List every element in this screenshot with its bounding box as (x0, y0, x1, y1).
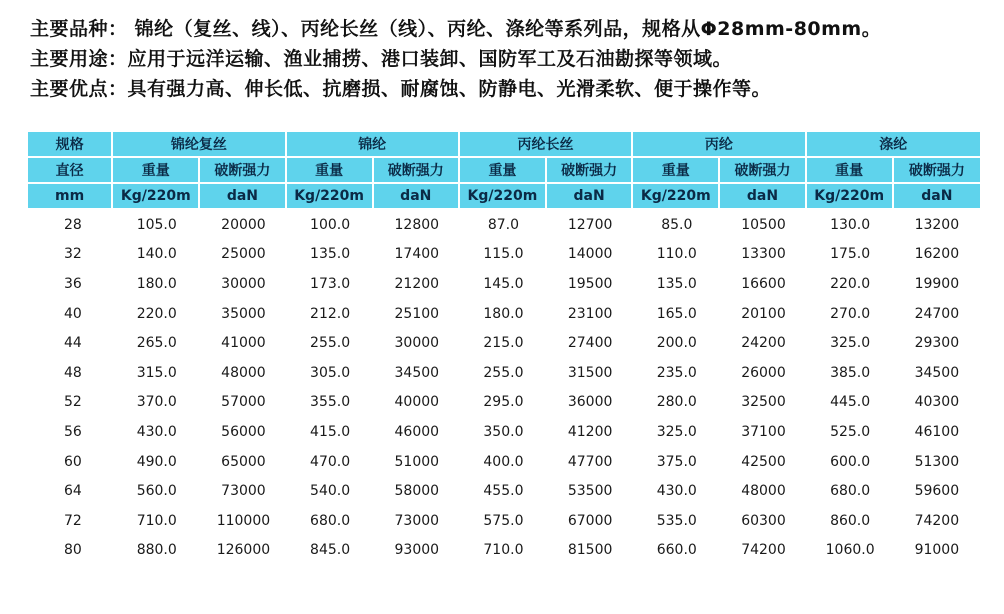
table-cell: 370.0 (136, 394, 177, 411)
table-row (28, 358, 980, 388)
table-cell: 212.0 (310, 305, 351, 322)
table-cell: 135.0 (310, 246, 351, 263)
table-cell: 53500 (567, 483, 613, 500)
table-cell: 560.0 (136, 483, 177, 500)
table-cell: 27400 (567, 335, 613, 352)
unit-cell: daN (374, 184, 460, 210)
table-cell: 220.0 (136, 305, 177, 322)
header-row-units (28, 184, 980, 210)
table-cell: 19500 (567, 275, 613, 292)
table-cell: 215.0 (483, 335, 524, 352)
table-cell: 385.0 (830, 364, 871, 381)
table-cell: 710.0 (483, 542, 524, 559)
table-cell: 29300 (914, 335, 960, 352)
table-row (28, 388, 980, 418)
diameter-cell: 48 (64, 364, 82, 381)
table-cell: 17400 (394, 246, 440, 263)
table-cell: 525.0 (830, 423, 871, 440)
table-cell: 73000 (221, 483, 266, 500)
table-cell: 535.0 (656, 512, 697, 529)
table-cell: 880.0 (136, 542, 177, 559)
table-cell: 42500 (741, 453, 786, 470)
header-group-pp-filament: 丙纶长丝 (460, 132, 633, 158)
header-cell: 破断强力 (200, 158, 286, 184)
main-varieties-text: 主要品种： 锦纶（复丝、线）、丙纶长丝（线）、丙纶、涤纶等系列品，规格从Φ28mm-80mm。 (30, 18, 882, 40)
table-cell: 140.0 (136, 246, 177, 263)
diameter-cell: 28 (64, 216, 82, 233)
table-cell: 12800 (394, 216, 440, 233)
table-cell: 235.0 (656, 364, 697, 381)
table-cell: 315.0 (136, 364, 177, 381)
table-cell: 87.0 (487, 216, 520, 233)
table-cell: 200.0 (656, 335, 697, 352)
diameter-cell: 80 (64, 542, 82, 559)
table-cell: 430.0 (656, 483, 697, 500)
table-cell: 126000 (216, 542, 271, 559)
table-cell: 660.0 (656, 542, 697, 559)
header-row-material (28, 132, 980, 158)
table-cell: 37100 (741, 423, 786, 440)
table-cell: 455.0 (483, 483, 524, 500)
diameter-cell: 72 (64, 512, 82, 529)
table-cell: 375.0 (656, 453, 697, 470)
table-cell: 36000 (567, 394, 613, 411)
table-cell: 19900 (914, 275, 960, 292)
table-cell: 540.0 (310, 483, 351, 500)
table-cell: 265.0 (136, 335, 177, 352)
unit-cell: Kg/220m (633, 184, 720, 210)
spec-table-body (28, 210, 980, 565)
table-cell: 325.0 (656, 423, 697, 440)
table-cell: 490.0 (136, 453, 177, 470)
table-cell: 24200 (741, 335, 786, 352)
header-cell: 破断强力 (894, 158, 980, 184)
table-cell: 51000 (394, 453, 440, 470)
table-cell: 85.0 (661, 216, 693, 233)
diameter-cell: 44 (64, 335, 82, 352)
table-cell: 57000 (221, 394, 266, 411)
table-cell: 845.0 (310, 542, 351, 559)
table-cell: 110000 (216, 512, 271, 529)
header-row-measure (28, 158, 980, 184)
table-cell: 25000 (221, 246, 266, 263)
unit-cell: Kg/220m (460, 184, 547, 210)
table-cell: 51300 (914, 453, 960, 470)
table-cell: 93000 (394, 542, 440, 559)
table-row (28, 447, 980, 477)
header-cell: 重量 (633, 158, 720, 184)
table-cell: 30000 (221, 275, 266, 292)
header-cell: 重量 (113, 158, 200, 184)
table-row (28, 417, 980, 447)
table-cell: 173.0 (310, 275, 351, 292)
table-row (28, 210, 980, 240)
diameter-cell: 32 (64, 246, 82, 263)
table-cell: 23100 (567, 305, 613, 322)
table-row (28, 328, 980, 358)
table-cell: 1060.0 (825, 542, 875, 559)
unit-cell: daN (547, 184, 633, 210)
table-cell: 350.0 (483, 423, 524, 440)
table-cell: 130.0 (830, 216, 871, 233)
unit-cell: Kg/220m (113, 184, 200, 210)
table-cell: 280.0 (656, 394, 697, 411)
unit-cell: daN (720, 184, 806, 210)
diameter-cell: 56 (64, 423, 82, 440)
table-cell: 115.0 (483, 246, 524, 263)
table-cell: 65000 (221, 453, 266, 470)
table-cell: 145.0 (483, 275, 524, 292)
unit-cell: daN (200, 184, 286, 210)
table-cell: 270.0 (830, 305, 871, 322)
header-cell: 破断强力 (547, 158, 633, 184)
table-cell: 16200 (914, 246, 960, 263)
table-cell: 12700 (567, 216, 613, 233)
table-cell: 13200 (914, 216, 960, 233)
header-cell: 直径 (28, 158, 113, 184)
table-cell: 325.0 (830, 335, 871, 352)
main-advantages-text: 主要优点：具有强力高、伸长低、抗磨损、耐腐蚀、防静电、光滑柔软、便于操作等。 (30, 78, 772, 100)
table-cell: 430.0 (136, 423, 177, 440)
table-cell: 110.0 (656, 246, 697, 263)
main-uses-text: 主要用途：应用于远洋运输、渔业捕捞、港口装卸、国防军工及石油勘探等领域。 (30, 48, 733, 70)
table-cell: 220.0 (830, 275, 871, 292)
table-cell: 35000 (221, 305, 266, 322)
table-cell: 175.0 (830, 246, 871, 263)
table-cell: 59600 (914, 483, 960, 500)
table-cell: 575.0 (483, 512, 524, 529)
table-cell: 165.0 (656, 305, 697, 322)
table-cell: 255.0 (310, 335, 351, 352)
table-cell: 255.0 (483, 364, 524, 381)
header-cell: 破断强力 (374, 158, 460, 184)
table-cell: 56000 (221, 423, 266, 440)
table-cell: 295.0 (483, 394, 524, 411)
table-row (28, 299, 980, 329)
table-cell: 680.0 (310, 512, 351, 529)
unit-cell: daN (894, 184, 980, 210)
table-cell: 20100 (741, 305, 786, 322)
table-cell: 100.0 (310, 216, 351, 233)
table-cell: 24700 (914, 305, 960, 322)
table-cell: 710.0 (136, 512, 177, 529)
table-cell: 74200 (914, 512, 960, 529)
table-cell: 40300 (914, 394, 960, 411)
table-cell: 31500 (567, 364, 613, 381)
table-cell: 400.0 (483, 453, 524, 470)
table-cell: 470.0 (310, 453, 351, 470)
header-cell: 重量 (287, 158, 374, 184)
table-cell: 48000 (741, 483, 786, 500)
table-row (28, 506, 980, 536)
table-cell: 91000 (914, 542, 960, 559)
table-cell: 25100 (394, 305, 440, 322)
table-cell: 34500 (394, 364, 440, 381)
table-cell: 355.0 (310, 394, 351, 411)
table-cell: 46000 (394, 423, 440, 440)
table-cell: 73000 (394, 512, 440, 529)
header-group-pp: 丙纶 (633, 132, 806, 158)
table-cell: 135.0 (656, 275, 697, 292)
diameter-cell: 36 (64, 275, 82, 292)
rope-spec-table (28, 132, 980, 565)
diameter-cell: 60 (64, 453, 82, 470)
table-cell: 41000 (221, 335, 266, 352)
table-cell: 415.0 (310, 423, 351, 440)
table-cell: 105.0 (136, 216, 177, 233)
diameter-cell: 40 (64, 305, 82, 322)
table-cell: 600.0 (830, 453, 871, 470)
header-cell: 重量 (807, 158, 894, 184)
header-cell: 重量 (460, 158, 547, 184)
table-cell: 48000 (221, 364, 266, 381)
table-cell: 40000 (394, 394, 440, 411)
table-cell: 10500 (741, 216, 786, 233)
table-cell: 47700 (567, 453, 613, 470)
table-cell: 58000 (394, 483, 440, 500)
unit-cell: mm (28, 184, 113, 210)
table-row (28, 269, 980, 299)
table-row (28, 240, 980, 270)
diameter-cell: 52 (64, 394, 82, 411)
table-cell: 860.0 (830, 512, 871, 529)
unit-cell: Kg/220m (807, 184, 894, 210)
table-cell: 41200 (567, 423, 613, 440)
header-group-nylon-multifilament: 锦纶复丝 (113, 132, 286, 158)
unit-cell: Kg/220m (287, 184, 374, 210)
table-cell: 445.0 (830, 394, 871, 411)
table-row (28, 536, 980, 566)
table-cell: 60300 (741, 512, 786, 529)
table-cell: 180.0 (136, 275, 177, 292)
table-cell: 305.0 (310, 364, 351, 381)
table-cell: 81500 (567, 542, 613, 559)
table-cell: 680.0 (830, 483, 871, 500)
table-cell: 30000 (394, 335, 440, 352)
table-cell: 67000 (567, 512, 613, 529)
table-cell: 26000 (741, 364, 786, 381)
table-cell: 34500 (914, 364, 960, 381)
table-cell: 13300 (741, 246, 786, 263)
header-group-nylon: 锦纶 (287, 132, 460, 158)
table-cell: 21200 (394, 275, 440, 292)
table-cell: 180.0 (483, 305, 524, 322)
header-cell: 破断强力 (720, 158, 806, 184)
table-cell: 46100 (914, 423, 960, 440)
diameter-cell: 64 (64, 483, 82, 500)
header-group-polyester: 涤纶 (807, 132, 980, 158)
table-cell: 32500 (741, 394, 786, 411)
product-description (30, 14, 1000, 104)
table-cell: 74200 (741, 542, 786, 559)
table-row (28, 476, 980, 506)
table-cell: 20000 (221, 216, 266, 233)
table-cell: 16600 (741, 275, 786, 292)
table-cell: 14000 (567, 246, 613, 263)
header-spec: 规格 (28, 132, 113, 158)
